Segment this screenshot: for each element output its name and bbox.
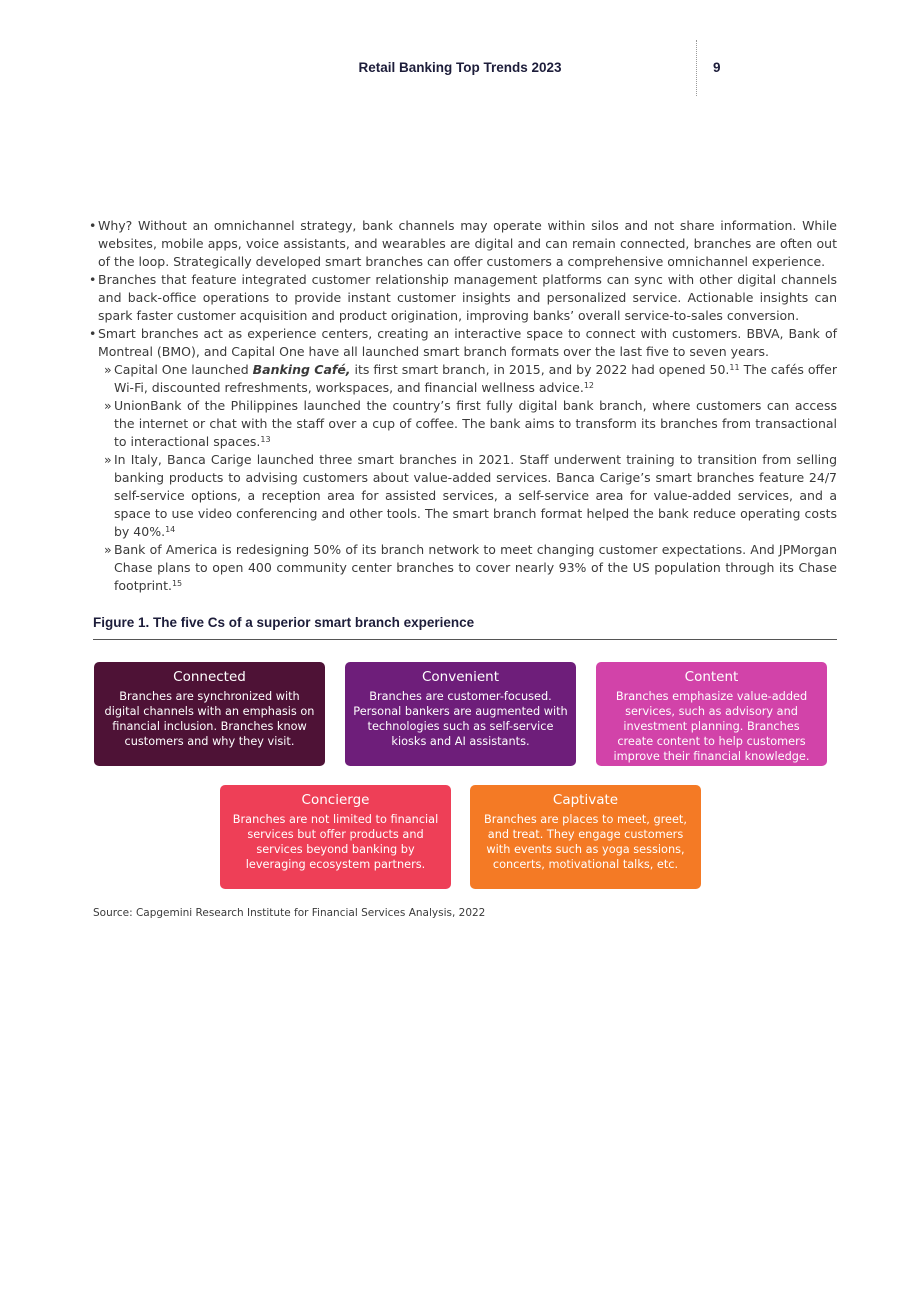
sub-bullet-item — [89, 397, 837, 451]
sub-bullet-mark: » — [104, 452, 112, 467]
card-text: Branches are customer-focused. Personal bankers are augmented with technologies such as self-service kiosks and AI assistants. — [353, 690, 568, 748]
card-title: Connected — [173, 669, 246, 685]
bullet-text: Smart branches act as experience centers, creating an interactive space to connect with customers. BBVA, Bank of Montreal (BMO), and Capital One have all launched smart branch formats over the last five to seven years. — [98, 326, 837, 359]
footnote-ref: 14 — [165, 525, 176, 534]
card-text: Branches emphasize value-added services, such as advisory and investment planning. Branches create content to help customers improve their financial knowledge. — [613, 690, 810, 763]
sub-bullet-mark: » — [104, 398, 112, 413]
figure-title: Figure 1. The five Cs of a superior smart branch experience — [93, 615, 475, 630]
sub-bullet-text: In Italy, Banca Carige launched three smart branches in 2021. Staff underwent training to transition from selling banking products to advising customers about value-added services. Banca Carige’s smart branches feature 24/7 self-service options, a reception area for assisted services, a self-service area for value-added services, and a space to use video conferencing and other tools. The smart branch format helped the bank reduce operating costs by 40%. — [114, 452, 837, 539]
bullet-mark: • — [89, 218, 97, 233]
header-title: Retail Banking Top Trends 2023 — [358, 60, 562, 75]
card-text: Branches are not limited to financial services but offer products and services beyond banking by leveraging ecosystem partners. — [232, 813, 439, 871]
bullet-text: Branches that feature integrated customer relationship management platforms can sync with other digital channels and back-office operations to provide instant customer insights and personalized service. Actionable insights can spark faster customer acquisition and product origination, improving banks’ overall service-to-sales conversion. — [98, 272, 837, 323]
page-number: 9 — [713, 60, 721, 75]
card-concierge — [220, 785, 451, 889]
bullet-text: Why? Without an omnichannel strategy, bank channels may operate within silos and not share information. While websites, mobile apps, voice assistants, and wearables are digital and can remain connected, branches are often out of the loop. Strategically developed smart branches can offer customers a comprehensive omnichannel experience. — [98, 218, 837, 269]
bullet-mark: • — [89, 272, 97, 287]
bullet-item — [89, 271, 837, 325]
card-text: Branches are synchronized with digital channels with an emphasis on financial inclusion. Branches know customers and why they visit. — [104, 690, 315, 748]
footnote-ref: 15 — [171, 579, 183, 588]
card-text: Branches are places to meet, greet, and treat. They engage customers with events such as yoga sessions, concerts, motivational talks, etc. — [484, 813, 687, 871]
sub-bullet-item — [89, 541, 837, 595]
sub-bullet-mark: » — [104, 362, 112, 377]
sub-bullet-mark: » — [104, 542, 112, 557]
sub-bullet-text: its first smart branch, in 2015, and by 2022 had opened 50. — [350, 362, 730, 377]
card-captivate — [470, 785, 701, 889]
card-title: Concierge — [301, 792, 370, 808]
header-divider — [696, 40, 697, 96]
body-text — [89, 217, 837, 595]
footnote-ref: 12 — [583, 381, 595, 390]
sub-bullet-text: Capital One launched — [114, 362, 253, 377]
bullet-item — [89, 217, 837, 271]
figure-divider — [93, 639, 837, 640]
bullet-item — [89, 325, 837, 361]
card-title: Convenient — [422, 669, 499, 685]
card-connected — [94, 662, 325, 766]
footnote-ref: 13 — [260, 435, 271, 444]
footnote-ref: 11 — [729, 363, 740, 372]
bullet-mark: • — [89, 326, 97, 341]
card-content — [596, 662, 827, 766]
sub-bullet-text: The cafés offer Wi-Fi, discounted refreshments, workspaces, and financial wellness advice. — [114, 362, 838, 395]
sub-bullet-text: Bank of America is redesigning 50% of its branch network to meet changing customer expectations. And JPMorgan Chase plans to open 400 community center branches to cover nearly 93% of the US population through its Chase footprint. — [114, 542, 837, 593]
emphasis-text: Banking Café, — [252, 362, 351, 377]
sub-bullet-item — [89, 361, 837, 397]
sub-bullet-text: UnionBank of the Philippines launched the country’s first fully digital bank branch, where customers can access the internet or chat with the staff over a cup of coffee. The bank aims to transform its branches from transactional to interactional spaces. — [114, 398, 837, 449]
card-title: Content — [684, 669, 739, 685]
sub-bullet-item — [89, 451, 837, 541]
card-convenient — [345, 662, 576, 766]
card-title: Captivate — [552, 792, 619, 808]
source-note: Source: Capgemini Research Institute for Financial Services Analysis, 2022 — [93, 907, 486, 919]
